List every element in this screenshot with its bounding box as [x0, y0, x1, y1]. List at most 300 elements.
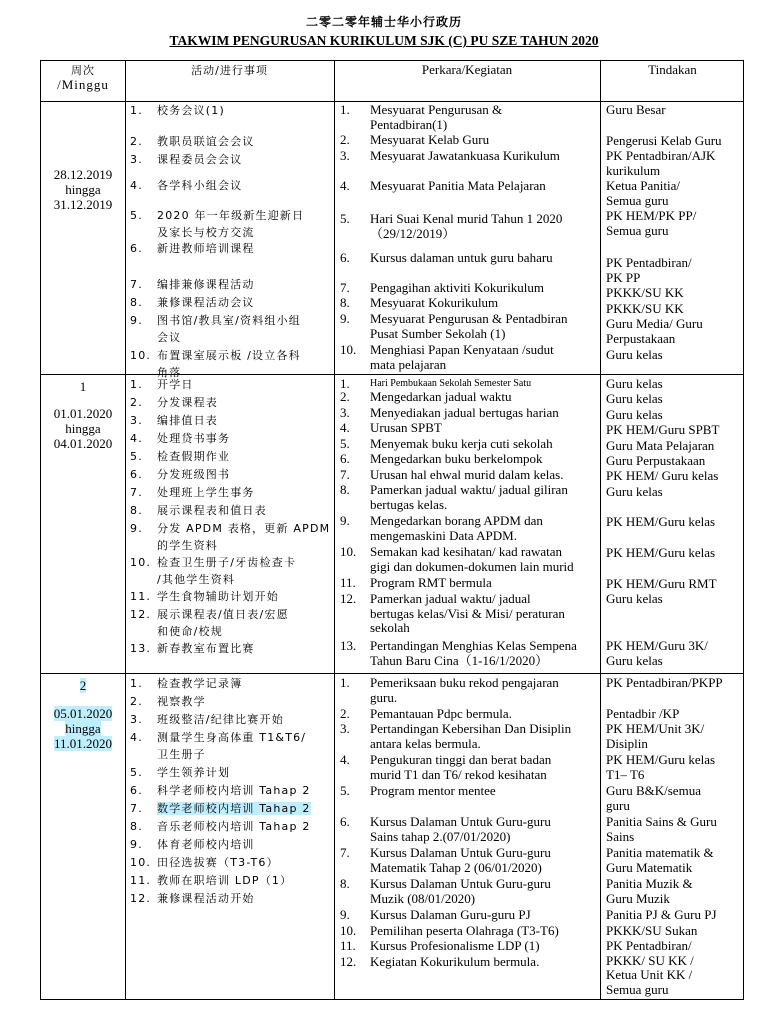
tindakan-item [606, 722, 744, 751]
tindakan-item [606, 546, 744, 561]
item-line: 检查卫生册子/牙齿检查卡 [157, 556, 297, 569]
item-text [370, 483, 596, 512]
item-text [157, 103, 332, 120]
item-line: 开学日 [157, 378, 194, 391]
item-line: 校务会议(1) [157, 104, 225, 117]
item-line: 角落 [157, 365, 182, 379]
item-line: 处理班上学生事务 [157, 486, 255, 499]
item-line: Hari Pembukaan Sekolah Semester Satu [370, 378, 532, 389]
item-line: 卫生册子 [157, 747, 206, 761]
item-text [370, 103, 596, 132]
item-text [157, 730, 332, 763]
tindakan-item [606, 408, 744, 423]
item-text [157, 467, 332, 484]
item-number: 6. [130, 468, 143, 481]
item-line: PK PP [606, 269, 641, 285]
perkara-item [340, 877, 598, 906]
item-line: T1– T6 [606, 766, 645, 782]
activity-item-cn [130, 694, 334, 711]
item-text [370, 149, 596, 164]
item-number: 3. [340, 721, 350, 736]
item-line: Muzik (08/01/2020) [370, 890, 476, 906]
week-number-text: 1 [79, 379, 87, 394]
item-number: 7. [130, 486, 143, 499]
item-text [370, 924, 596, 939]
item-line: sekolah [370, 620, 410, 635]
item-number: 11. [130, 590, 152, 603]
item-number: 11. [130, 874, 152, 887]
perkara-item [340, 296, 598, 311]
perkara-item [340, 676, 598, 705]
perkara-item [340, 707, 598, 722]
tindakan-item [606, 784, 744, 813]
date-text: hingga [65, 421, 101, 436]
tindakan-item [606, 423, 744, 438]
item-line: PK HEM/Guru RMT [606, 576, 717, 591]
item-line: Mengedarkan buku berkelompok [370, 451, 543, 466]
item-line: bertugas kelas. [370, 496, 448, 512]
item-number: 1. [340, 102, 350, 117]
tindakan-item [606, 439, 744, 454]
item-number: 10. [340, 544, 357, 559]
item-line: 展示课程表/值日表/宏愿 [157, 608, 289, 621]
header-perkara: Perkara/Kegiatan [421, 62, 513, 77]
tindakan-item [606, 302, 744, 317]
item-line: 体育老师校内培训 [157, 838, 255, 851]
item-line: 视察教学 [157, 695, 206, 708]
activity-item-cn [130, 641, 334, 658]
item-line: bertugas kelas/Visi & Misi/ peraturan [370, 605, 565, 621]
date-hingga [41, 182, 125, 197]
tindakan-item [606, 515, 744, 530]
item-line: Guru kelas [606, 407, 663, 422]
item-number: 6. [340, 250, 350, 265]
activity-item-cn [130, 521, 334, 554]
item-line: 新进教师培训课程 [157, 242, 255, 255]
perkara-item [340, 103, 598, 132]
item-line: murid T1 dan T6/ rekod kesihatan [370, 766, 547, 782]
activity-item-cn [130, 873, 334, 890]
item-number: 8. [340, 876, 350, 891]
tindakan-item [606, 469, 744, 484]
perkara-item [340, 545, 598, 574]
item-number: 2. [340, 389, 350, 404]
activity-item-cn [130, 295, 334, 312]
item-line: mengemaskini Data APDM. [370, 527, 517, 543]
date-from [41, 167, 125, 182]
header-week-cn: 周次 [71, 64, 95, 77]
activity-item-cn [130, 503, 334, 520]
item-line: 分发 APDM 表格，更新 APDM [157, 522, 331, 535]
item-line: Sains [606, 828, 635, 844]
item-line: PK HEM/ Guru kelas [606, 468, 719, 483]
tindakan-item [606, 149, 744, 178]
item-text [370, 676, 596, 705]
item-line: Guru Muzik [606, 890, 670, 906]
item-number: 2. [130, 135, 143, 148]
item-text [370, 390, 596, 405]
tindakan-item [606, 179, 744, 208]
item-number: 3. [130, 713, 143, 726]
item-line: Menyediakan jadual bertugas harian [370, 405, 559, 420]
item-line: Mesyuarat Kelab Guru [370, 132, 490, 147]
item-text [157, 819, 332, 836]
item-text [157, 641, 332, 658]
item-text [370, 877, 596, 906]
item-text [370, 514, 596, 543]
item-number: 8. [130, 820, 143, 833]
activity-item-cn [130, 712, 334, 729]
item-text [157, 837, 332, 854]
item-line: 检查教学记录簿 [157, 677, 243, 690]
item-text [157, 694, 332, 711]
item-line: guru [606, 797, 630, 813]
item-text [370, 406, 596, 421]
item-line: 科学老师校内培训 Tahap 2 [157, 784, 311, 797]
item-number: 4. [340, 178, 350, 193]
item-text [370, 343, 596, 372]
date-from [41, 406, 125, 421]
activity-item-cn [130, 555, 334, 588]
title-chinese: 二零二零年辅士华小行政历 [305, 15, 462, 29]
tindakan-item [606, 485, 744, 500]
perkara-item [340, 939, 598, 954]
activity-item-cn [130, 413, 334, 430]
item-number: 8. [130, 296, 143, 309]
activity-item-cn [130, 449, 334, 466]
item-number: 8. [340, 482, 350, 497]
item-number: 7. [340, 845, 350, 860]
item-line: Menyemak buku kerja cuti sekolah [370, 436, 553, 451]
item-line: PK Pentadbiran/ [606, 938, 692, 953]
item-number: 10. [340, 923, 357, 938]
item-text [370, 846, 596, 875]
item-text [157, 178, 332, 195]
item-line: 展示课程表和值日表 [157, 504, 267, 517]
item-text [370, 955, 596, 970]
item-line: 检查假期作业 [157, 450, 231, 463]
item-line: Mesyuarat Kokurikulum [370, 295, 499, 310]
item-text [370, 576, 596, 591]
item-text [157, 413, 332, 430]
item-line: Kursus Dalaman Untuk Guru-guru [370, 845, 551, 860]
item-number: 6. [340, 451, 350, 466]
item-line: antara kelas bermula. [370, 735, 481, 751]
item-line: PK HEM/PK PP/ [606, 208, 697, 223]
item-line: PKKK/SU KK [606, 301, 684, 316]
date-text: 05.01.2020 [53, 706, 113, 721]
tindakan-item [606, 209, 744, 238]
perkara-item [340, 576, 598, 591]
perkara-item [340, 955, 598, 970]
item-line: 学生食物辅助计划开始 [157, 590, 279, 603]
item-number: 6. [130, 784, 143, 797]
item-text [157, 783, 332, 800]
perkara-item [340, 390, 598, 405]
perkara-item [340, 592, 598, 636]
item-line: Guru Mata Pelajaran [606, 438, 715, 453]
activity-item-cn [130, 377, 334, 394]
item-text [370, 545, 596, 574]
item-line: Mengedarkan jadual waktu [370, 389, 512, 404]
item-line: Panitia PJ & Guru PJ [606, 907, 717, 922]
item-text [370, 468, 596, 483]
activity-item-cn [130, 891, 334, 908]
item-text [370, 312, 596, 341]
item-line: Mesyuarat Jawatankuasa Kurikulum [370, 148, 560, 163]
week-number-text: 2 [79, 678, 87, 693]
item-number: 1. [130, 104, 143, 117]
perkara-item [340, 815, 598, 844]
item-line: 课程委员会会议 [157, 153, 243, 166]
item-line: Semua guru [606, 981, 669, 997]
item-line: /其他学生资料 [157, 572, 236, 586]
item-text [370, 753, 596, 782]
item-line: 图书馆/教具室/资料组小组 [157, 314, 302, 327]
item-number: 8. [340, 295, 350, 310]
item-number: 1. [340, 376, 350, 391]
item-text [157, 873, 332, 890]
item-number: 7. [340, 467, 350, 482]
item-text [370, 281, 596, 296]
activity-item-cn [130, 676, 334, 693]
item-text [370, 437, 596, 452]
item-line: 田径选拔赛（T3-T6） [157, 856, 279, 869]
item-line: 学生领养计划 [157, 766, 231, 779]
item-line: kurikulum [606, 162, 661, 178]
item-line: 2020 年一年级新生迎新日 [157, 209, 305, 222]
item-line: 新春教室布置比赛 [157, 642, 255, 655]
date-to [41, 436, 125, 451]
item-line: Disiplin [606, 735, 648, 751]
item-text [370, 784, 596, 799]
item-line: Guru Media/ Guru [606, 316, 703, 331]
item-line: PK HEM/Guru kelas [606, 545, 716, 560]
item-text [370, 212, 596, 241]
item-text [157, 277, 332, 294]
item-line: Pemeriksaan buku rekod pengajaran [370, 675, 559, 690]
item-line: Panitia Sains & Guru [606, 814, 717, 829]
item-line: 音乐老师校内培训 Tahap 2 [157, 820, 311, 833]
perkara-item [340, 846, 598, 875]
perkara-item [340, 908, 598, 923]
item-line: 测量学生身高体重 T1&T6/ [157, 731, 307, 744]
item-text [370, 939, 596, 954]
item-number: 7. [340, 280, 350, 295]
activity-item-cn [130, 152, 334, 169]
item-line: 各学科小组会议 [157, 179, 243, 192]
row-divider [41, 673, 743, 674]
item-text [157, 152, 332, 169]
item-number: 12. [340, 591, 357, 606]
item-line: Kursus Dalaman Untuk Guru-guru [370, 814, 551, 829]
item-number: 4. [340, 752, 350, 767]
item-line: 兼修课程活动会议 [157, 296, 255, 309]
perkara-item [340, 784, 598, 799]
activity-item-cn [130, 431, 334, 448]
perkara-item [340, 452, 598, 467]
item-line: Tahun Baru Cina（1-16/1/2020） [370, 652, 549, 668]
item-number: 5. [130, 450, 143, 463]
header-tindakan: Tindakan [648, 62, 697, 77]
perkara-item [340, 753, 598, 782]
item-number: 2. [340, 132, 350, 147]
date-text: 01.01.2020 [53, 406, 113, 421]
activity-item-cn [130, 801, 334, 818]
date-text: 04.01.2020 [53, 436, 113, 451]
item-text [157, 676, 332, 693]
item-number: 1. [340, 675, 350, 690]
item-line: Mesyuarat Pengurusan & Pentadbiran [370, 311, 568, 326]
item-text [370, 133, 596, 148]
activity-item-cn [130, 395, 334, 412]
item-line: Guru Besar [606, 102, 666, 117]
item-line: Kursus Dalaman Guru-guru PJ [370, 907, 531, 922]
title-malay: TAKWIM PENGURUSAN KURIKULUM SJK (C) PU SZE TAHUN 2020 [169, 33, 599, 48]
tindakan-item [606, 134, 744, 149]
item-text [157, 891, 332, 908]
tindakan-item [606, 377, 744, 392]
item-text [157, 485, 332, 502]
item-number: 13. [130, 642, 152, 655]
item-text [370, 452, 596, 467]
perkara-item [340, 514, 598, 543]
item-line: Pentadbiran(1) [370, 116, 448, 132]
activity-item-cn [130, 485, 334, 502]
item-line: Kursus Profesionalisme LDP (1) [370, 938, 540, 953]
item-line: Pertandingan Menghias Kelas Sempena [370, 638, 577, 653]
item-text [370, 179, 596, 194]
tindakan-item [606, 753, 744, 782]
item-text [157, 377, 332, 394]
item-line: gigi dan dokumen-dokumen lain murid [370, 558, 574, 574]
activity-item-cn [130, 467, 334, 484]
item-text [157, 134, 332, 151]
item-line: 编排兼修课程活动 [157, 278, 255, 291]
item-number: 9. [130, 838, 143, 851]
item-text [157, 431, 332, 448]
week-number [41, 379, 125, 394]
perkara-item [340, 924, 598, 939]
perkara-item [340, 406, 598, 421]
item-number: 9. [340, 513, 350, 528]
column-divider [600, 61, 601, 999]
item-line: Semua guru [606, 192, 669, 208]
item-line: Semua guru [606, 222, 669, 238]
tindakan-item [606, 103, 744, 118]
item-line: PK HEM/Guru 3K/ [606, 638, 708, 653]
activity-item-cn [130, 765, 334, 782]
calendar-table [40, 60, 744, 1000]
item-line: PK Pentadbiran/AJK [606, 148, 716, 163]
item-line: 布置课室展示板 /设立各科 [157, 349, 301, 362]
activity-item-cn [130, 313, 334, 346]
tindakan-item [606, 924, 744, 939]
activity-item-cn [130, 819, 334, 836]
item-line: 分发课程表 [157, 396, 218, 409]
item-number: 4. [130, 432, 143, 445]
tindakan-item [606, 676, 744, 691]
item-line: Urusan hal ehwal murid dalam kelas. [370, 467, 564, 482]
item-line: Mengedarkan borang APDM dan [370, 513, 543, 528]
perkara-item [340, 722, 598, 751]
item-line: Program RMT bermula [370, 575, 492, 590]
item-line: Hari Suai Kenal murid Tahun 1 2020 [370, 211, 563, 226]
item-number: 11. [340, 575, 356, 590]
item-text [370, 251, 596, 266]
tindakan-item [606, 256, 744, 285]
activity-item-cn [130, 783, 334, 800]
item-line: Guru kelas [606, 590, 663, 606]
item-text [157, 555, 332, 588]
date-hingga [41, 721, 125, 736]
item-number: 8. [130, 504, 143, 517]
item-text [157, 208, 332, 241]
item-text [157, 765, 332, 782]
item-number: 9. [340, 907, 350, 922]
item-line: Ketua Unit KK / [606, 967, 693, 982]
item-line: 班级整洁/纪律比赛开始 [157, 713, 284, 726]
item-text [157, 449, 332, 466]
item-number: 12. [130, 892, 152, 905]
item-text [157, 801, 332, 818]
activity-item-cn [130, 208, 334, 241]
item-number: 9. [130, 522, 143, 535]
item-line: guru. [370, 689, 398, 705]
item-line: Program mentor mentee [370, 783, 496, 798]
activity-item-cn [130, 589, 334, 606]
item-number: 10. [340, 342, 357, 357]
item-text [157, 395, 332, 412]
item-number: 2. [130, 695, 143, 708]
item-number: 10. [130, 856, 152, 869]
item-line: PK HEM/Unit 3K/ [606, 721, 705, 736]
item-number: 7. [130, 802, 143, 815]
item-line: Guru kelas [606, 347, 663, 362]
item-line: 分发班级图书 [157, 468, 231, 481]
item-number: 2. [130, 396, 143, 409]
tindakan-item [606, 639, 744, 668]
item-number: 6. [340, 814, 350, 829]
item-line: Menghiasi Papan Kenyataan /sudut [370, 342, 554, 357]
item-text [157, 521, 332, 554]
item-text [157, 712, 332, 729]
item-line: PK HEM/Guru SPBT [606, 422, 720, 437]
item-text [370, 639, 596, 668]
item-line: Guru kelas [606, 652, 663, 668]
perkara-item [340, 281, 598, 296]
item-text [370, 815, 596, 844]
item-line: Pengagihan aktiviti Kokurikulum [370, 280, 545, 295]
item-text [157, 295, 332, 312]
item-line: Guru B&K/semua [606, 783, 701, 798]
item-text [157, 855, 332, 872]
item-line: 教师在职培训 LDP（1） [157, 874, 293, 887]
item-line: Sains tahap 2.(07/01/2020) [370, 828, 511, 844]
item-line: PKKK/ SU KK / [606, 952, 694, 968]
item-line: 教职员联谊会会议 [157, 135, 255, 148]
perkara-item [340, 468, 598, 483]
perkara-item [340, 343, 598, 372]
item-number: 12. [340, 954, 357, 969]
item-line: 编排值日表 [157, 414, 218, 427]
perkara-item [340, 421, 598, 436]
document-titles [0, 14, 768, 49]
item-line: Ketua Panitia/ [606, 178, 681, 193]
item-line: Pamerkan jadual waktu/ jadual [370, 591, 531, 606]
tindakan-item [606, 286, 744, 301]
item-line: Pentadbir /KP [606, 706, 680, 721]
